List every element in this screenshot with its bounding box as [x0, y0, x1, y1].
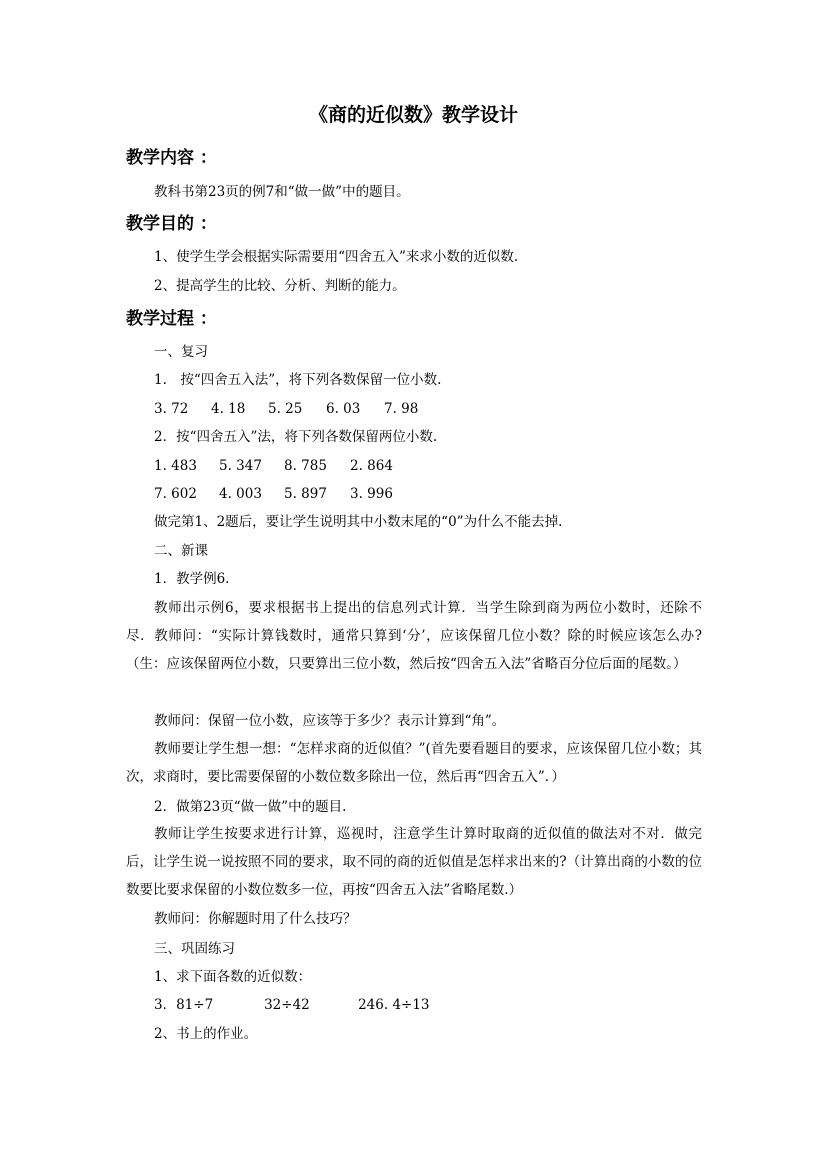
- practice-prefix: 3．: [154, 997, 177, 1013]
- review-question-1: 1. 按“四舍五入法”，将下列各数保留一位小数.: [154, 372, 442, 388]
- new-lesson-paragraph-4: 教师让学生按要求进行计算，巡视时，注意学生计算时取商的近似值的做法对不对．做完后，让学生说一说按照不同的要求，取不同的商的近似值是怎样求出来的?（计算出商的小数的位数要比要求保留的小数位数多一位，再按“四舍五入法”省略尾数.）: [126, 826, 702, 899]
- number-item: 8. 785: [284, 458, 327, 474]
- review-q2-row-1: [154, 456, 393, 476]
- practice-item-1: 1、求下面各数的近似数：: [154, 969, 312, 985]
- number-item: 7. 602: [154, 486, 197, 502]
- goal-item-2: 2、提高学生的比较、分析、判断的能力。: [154, 278, 406, 294]
- new-lesson-title: 二、新课: [154, 543, 208, 559]
- number-item: 5. 25: [268, 401, 303, 417]
- practice-expressions: [154, 995, 430, 1015]
- new-lesson-paragraph-3: 教师要让学生想一想：“怎样求商的近似值？”(首先要看题目的要求，应该保留几位小数；其次，求商时，要比需要保留的小数位数多除出一位，然后再“四舍五入”．）: [126, 741, 702, 786]
- review-title: 一、复习: [154, 344, 208, 360]
- number-item: 7. 98: [384, 401, 419, 417]
- new-lesson-step-1: 1．教学例6.: [154, 571, 230, 587]
- document-title: 《商的近似数》教学设计: [308, 104, 518, 126]
- practice-title: 三、巩固练习: [154, 941, 235, 957]
- number-item: 3. 72: [154, 401, 189, 417]
- review-q2-row-2: [154, 484, 393, 504]
- heading-teaching-content: 教学内容 ：: [126, 148, 217, 168]
- new-lesson-paragraph-1: 教师出示例6，要求根据书上提出的信息列式计算．当学生除到商为两位小数时，还除不尽．教师问：“实际计算钱数时，通常只算到‘分’，应该保留几位小数？除的时候应该怎么办?（生：应该保留两位小数，只要算出三位小数，然后按“四舍五入法”省略百分位后面的尾数。）: [126, 600, 702, 673]
- new-lesson-paragraph-2: 教师问：保留一位小数，应该等于多少？表示计算到“角”。: [154, 713, 506, 729]
- heading-teaching-process: 教学过程 ：: [126, 309, 217, 329]
- review-question-2: 2．按“四舍五入”法，将下列各数保留两位小数.: [154, 429, 438, 445]
- practice-item-2: 2、书上的作业。: [154, 1026, 258, 1042]
- new-lesson-step-2: 2．做第23页“做一做”中的题目.: [154, 799, 347, 815]
- goal-item-1: 1、使学生学会根据实际需要用“四舍五入”来求小数的近似数.: [154, 249, 519, 265]
- number-item: 4. 18: [211, 401, 246, 417]
- expression-item: 246. 4÷13: [358, 997, 430, 1013]
- new-lesson-paragraph-5: 教师问：你解题时用了什么技巧？: [154, 911, 357, 927]
- number-item: 3. 996: [350, 486, 393, 502]
- number-item: 6. 03: [326, 401, 361, 417]
- number-item: 5. 347: [219, 458, 262, 474]
- expression-item: 81÷7: [176, 997, 214, 1013]
- number-item: 2. 864: [350, 458, 393, 474]
- review-q1-numbers: [154, 399, 418, 419]
- number-item: 5. 897: [284, 486, 327, 502]
- number-item: 4. 003: [219, 486, 262, 502]
- review-note: 做完第1、2题后，要让学生说明其中小数末尾的“0”为什么不能去掉.: [154, 514, 563, 530]
- expression-item: 32÷42: [264, 997, 310, 1013]
- number-item: 1. 483: [154, 458, 197, 474]
- content-text: 教科书第23页的例7和“做一做”中的题目。: [154, 184, 410, 200]
- heading-teaching-goals: 教学目的 ：: [126, 214, 217, 234]
